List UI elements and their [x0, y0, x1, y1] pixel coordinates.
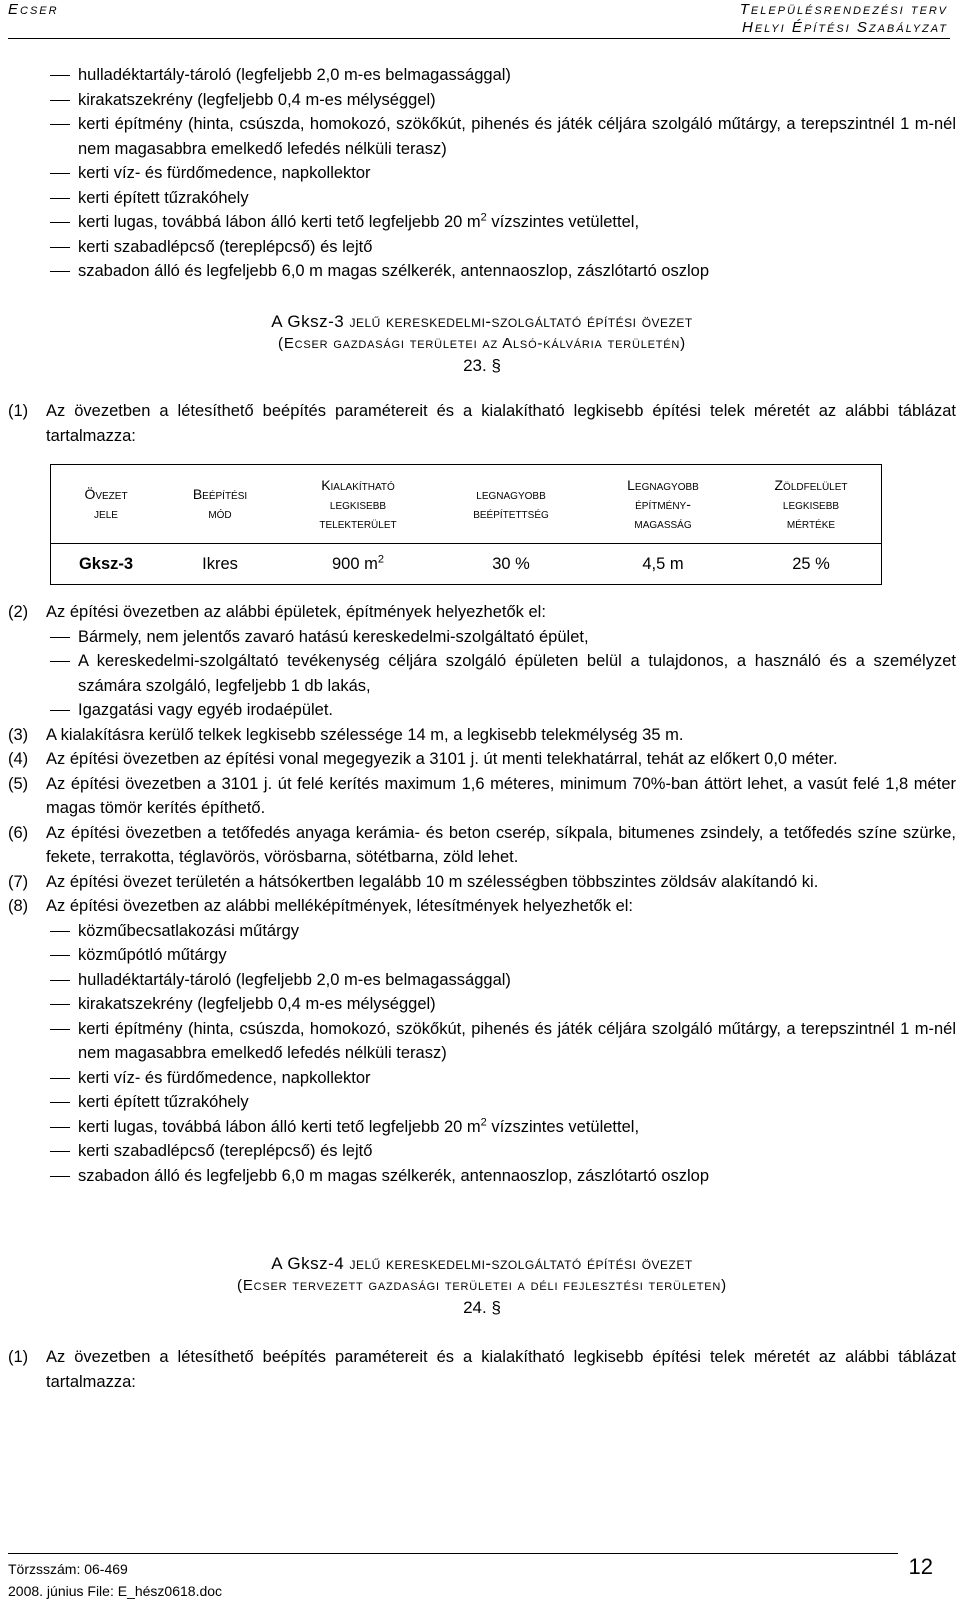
paragraph-23-1	[8, 399, 956, 448]
section-24-number: 24. §	[463, 1298, 501, 1317]
paragraph-5: (5) Az építési övezetben a 3101 j. út felé kerítés maximum 1,6 méteres, minimum 70%-ban áttört lehet, a vasút felé 1,8 méter magas tömör kerítés építhető.	[8, 774, 956, 817]
list-item: Igazgatási vagy egyéb irodaépület.	[8, 698, 956, 723]
footer-info	[8, 1558, 222, 1602]
paragraph-8: (8) Az építési övezetben az alábbi melléképítmények, létesítmények helyezhetők el:	[8, 897, 633, 915]
cell-mode: Ikres	[161, 544, 279, 585]
list-item: kirakatszekrény (legfeljebb 0,4 m-es mélységgel)	[8, 992, 956, 1017]
footer-file: 2008. június File: E_hész0618.doc	[8, 1583, 223, 1599]
paragraph-3: (3) A kialakításra kerülő telkek legkisebb szélessége 14 m, a legkisebb telekmélység 35 m.	[8, 725, 684, 744]
table-row	[51, 544, 882, 585]
list-item: közműbecsatlakozási műtárgy	[8, 919, 956, 944]
p2-dash-list	[8, 625, 956, 723]
section-24-title-a: A Gksz-4	[271, 1254, 350, 1273]
section-24-title-b: jelű kereskedelmi-szolgáltató építési övezet	[349, 1254, 693, 1273]
list-item: kerti építmény (hinta, csúszda, homokozó, szökőkút, pihenés és játék céljára szolgáló műtárgy, a terepszintnél 1 m-nél nem magasabbra emelkedő lefedés nélküli terasz)	[8, 112, 956, 161]
section-23-title-a: A Gksz-3	[271, 312, 350, 331]
th-area: Kialakítható legkisebb telekterület	[279, 465, 437, 544]
lugas-text: kerti lugas, továbbá lábon álló kerti tető legfeljebb 20 m	[78, 213, 481, 231]
list-item: kerti szabadlépcső (tereplépcső) és lejtő	[8, 235, 956, 260]
list-item: szabadon álló és legfeljebb 6,0 m magas szélkerék, antennaoszlop, zászlótartó oszlop	[8, 259, 956, 284]
cell-zone: Gksz-3	[51, 544, 162, 585]
table-header-row	[51, 465, 882, 544]
th-height: Legnagyobb építmény- magasság	[585, 465, 741, 544]
list-item: kerti szabadlépcső (tereplépcső) és lejtő	[8, 1139, 956, 1164]
paragraph-2: (2) Az építési övezetben az alábbi épületek, építmények helyezhetők el:	[8, 603, 546, 621]
paragraph-24-1: (1) Az övezetben a létesíthető beépítés paramétereit és a kialakítható legkisebb építési telek méretét az alábbi táblázat tartalmazza:	[8, 1348, 956, 1391]
top-dash-list	[8, 63, 956, 284]
th-zone: Övezet jele	[51, 465, 162, 544]
th-green: Zöldfelület legkisebb mértéke	[741, 465, 882, 544]
page-number: 12	[908, 1554, 933, 1579]
header-right-line2: Helyi Építési Szabályzat	[742, 19, 948, 36]
section-23-number: 23. §	[463, 356, 501, 375]
paragraph-number: (1)	[8, 402, 29, 420]
lugas-tail: vízszintes vetülettel,	[486, 213, 640, 231]
th-mode: Beépítési mód	[161, 465, 279, 544]
section-23-sub-a: (E	[278, 335, 295, 352]
section-23-sub-d: lsó-kálvária területén)	[513, 335, 686, 352]
paragraph-text: Az övezetben a létesíthető beépítés paramétereit és a kialakítható legkisebb építési telek méretét az alábbi táblázat tartalmazza:	[46, 402, 956, 445]
list-item: kerti víz- és fürdőmedence, napkollektor	[8, 1066, 956, 1091]
cell-density: 30 %	[437, 544, 585, 585]
header-right-line1: Településrendezési terv	[739, 1, 948, 18]
header-right-title	[740, 1, 948, 37]
cell-green: 25 %	[741, 544, 882, 585]
section-24-sub: (Ecser tervezett gazdasági területei a déli fejlesztési területen)	[237, 1277, 727, 1294]
paragraph-4: (4) Az építési övezetben az építési vonal megegyezik a 3101 j. út menti telekhatárral, tehát az előkert 0,0 méter.	[8, 750, 838, 768]
list-item: Bármely, nem jelentős zavaró hatású kereskedelmi-szolgáltató épület,	[8, 625, 956, 650]
list-item: kerti épített tűzrakóhely	[8, 1090, 956, 1115]
p8-dash-list	[8, 919, 956, 1189]
section-23-sub-c: A	[502, 335, 514, 352]
list-item: kerti víz- és fürdőmedence, napkollektor	[8, 161, 956, 186]
list-item: kirakatszekrény (legfeljebb 0,4 m-es mélységgel)	[8, 88, 956, 113]
section-24-heading	[8, 1253, 956, 1319]
paragraph-7: (7) Az építési övezet területén a hátsókertben legalább 10 m szélességben többszintes zöldsáv alakítandó ki.	[8, 872, 819, 891]
paragraph-6: (6) Az építési övezetben a tetőfedés anyaga kerámia- és beton cserép, síkpala, bitumenes zsindely, a tetőfedés színe szürke, fekete, terrakotta, téglavörös, vörösbarna, sötétbarna, zöld lehet.	[8, 823, 956, 866]
cell-height: 4,5 m	[585, 544, 741, 585]
list-item: kerti építmény (hinta, csúszda, homokozó, szökőkút, pihenés és játék céljára szolgáló műtárgy, a terepszintnél 1 m-nél nem magasabbra emelkedő lefedés nélküli terasz)	[8, 1017, 956, 1066]
cell-area: 900 $m^2$	[279, 544, 437, 585]
th-density: legnagyobb beépítettség	[437, 465, 585, 544]
list-item: szabadon álló és legfeljebb 6,0 m magas szélkerék, antennaoszlop, zászlótartó oszlop	[8, 1164, 956, 1189]
list-item: kerti épített tűzrakóhely	[8, 186, 956, 211]
list-item	[8, 210, 956, 235]
paragraphs-block	[8, 600, 956, 1188]
section-23-heading	[8, 311, 956, 377]
footer-divider	[8, 1553, 898, 1554]
section-23-sub-b: cser gazdasági területei az	[294, 335, 503, 352]
header-left-title: Ecser	[8, 1, 59, 18]
lugas-sup: 2	[480, 211, 487, 224]
section-23-title-b: jelű kereskedelmi-szolgáltató építési övezet	[349, 312, 693, 331]
list-item: hulladéktartály-tároló (legfeljebb 2,0 m-es belmagassággal)	[8, 63, 956, 88]
list-item: közműpótló műtárgy	[8, 943, 956, 968]
list-item: kerti lugas, továbbá lábon álló kerti tető legfeljebb 20 $m^2$ vízszintes vetülettel,	[8, 1115, 956, 1140]
footer-reg-number: Törzsszám: 06-469	[8, 1561, 128, 1577]
list-item: A kereskedelmi-szolgáltató tevékenység céljára szolgáló épületen belül a tulajdonos, a használó és a személyzet számára szolgáló, legfeljebb 1 db lakás,	[8, 649, 956, 698]
list-item: hulladéktartály-tároló (legfeljebb 2,0 m-es belmagassággal)	[8, 968, 956, 993]
parameters-table	[50, 464, 882, 585]
top-list-block	[8, 63, 956, 284]
header-divider	[8, 38, 950, 39]
